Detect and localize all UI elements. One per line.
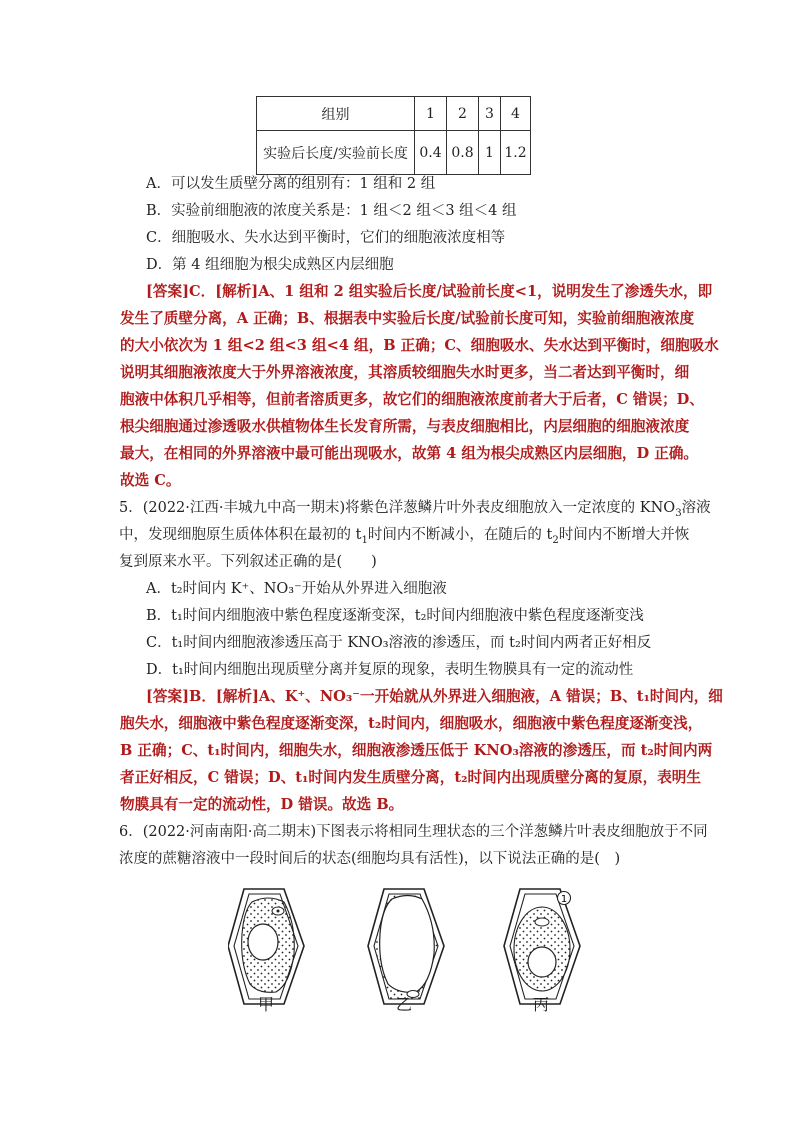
q4-answer-line: [答案]C．[解析]A、1 组和 2 组实验后长度/试验前长度<1，说明发生了渗透失水，即 [146, 283, 713, 300]
marker-label: 1 [560, 894, 568, 905]
q4-option-a: A．可以发生质壁分离的组别有：1 组和 2 组 [146, 176, 436, 192]
q5-stem-text: 中，发现细胞原生质体体积在最初的 t [119, 527, 362, 543]
q5-option-c: C．t₁时间内细胞液渗透压高于 KNO₃溶液的渗透压，而 t₂时间内两者正好相反 [146, 635, 652, 651]
table-cell: 1 [479, 131, 501, 175]
subscript: 2 [552, 534, 559, 546]
q5-stem-text: 时间内不断增大并恢 [558, 527, 690, 543]
cell-jia [228, 889, 304, 1004]
table-cell: 0.8 [447, 131, 479, 175]
cell-bing [504, 889, 580, 1004]
length-ratio-table [256, 96, 531, 175]
q4-answer-line: 最大，在相同的外界溶液中最可能出现吸水，故第 4 组为根尖成熟区内层细胞，D 正确。 [120, 445, 699, 462]
q5-option-a: A．t₂时间内 K⁺、NO₃⁻开始从外界进入细胞液 [146, 581, 447, 597]
figure-label-yi: 乙 [396, 995, 413, 1014]
q5-stem-text: 时间内不断减小，在随后的 t [367, 527, 553, 543]
table-cell: 1.2 [501, 131, 531, 175]
q4-option-b: B．实验前细胞液的浓度关系是：1 组＜2 组＜3 组＜4 组 [146, 203, 517, 219]
q4-answer-line: 发生了质壁分离，A 正确；B、根据表中实验后长度/试验前长度可知，实验前细胞液浓度 [120, 310, 695, 327]
q4-answer-line: 故选 C。 [120, 472, 181, 489]
table-cell: 2 [447, 97, 479, 131]
table-cell: 0.4 [415, 131, 447, 175]
q6-stem-line: 浓度的蔗糖溶液中一段时间后的状态(细胞均具有活性)，以下说法正确的是( ) [119, 851, 621, 867]
q5-option-d: D．t₁时间内细胞出现质壁分离并复原的现象，表明生物膜具有一定的流动性 [146, 662, 634, 678]
q5-option-b: B．t₁时间内细胞液中紫色程度逐渐变深，t₂时间内细胞液中紫色程度逐渐变浅 [146, 608, 644, 624]
q5-stem-text: 溶液 [681, 500, 711, 516]
q6-stem-line: 6．(2022·河南南阳·高二期末)下图表示将相同生理状态的三个洋葱鳞片叶表皮细胞放于不同 [119, 824, 708, 840]
q5-stem-text: 5．(2022·江西·丰城九中高一期末)将紫色洋葱鳞片叶外表皮细胞放入一定浓度的 KNO [119, 500, 676, 516]
q5-answer-line: B 正确；C、t₁时间内，细胞失水，细胞液渗透压低于 KNO₃溶液的渗透压，而 t₂时间内两 [120, 742, 713, 759]
q5-answer-line: 胞失水，细胞液中紫色程度逐渐变深，t₂时间内，细胞吸水，细胞液中紫色程度逐渐变浅， [120, 715, 703, 732]
subscript: 1 [361, 534, 368, 546]
figure-label-bing: 丙 [533, 995, 550, 1014]
q4-option-d: D．第 4 组细胞为根尖成熟区内层细胞 [146, 257, 394, 273]
table-header-row [257, 97, 531, 131]
q5-answer-line: 物膜具有一定的流动性，D 错误。故选 B。 [120, 796, 404, 813]
table-row [257, 131, 531, 175]
q5-stem-line: 复到原来水平。下列叙述正确的是( ) [119, 554, 377, 570]
q4-answer-line: 的大小依次为 1 组<2 组<3 组<4 组，B 正确；C、细胞吸水、失水达到平衡时，细胞吸水 [120, 337, 719, 354]
q4-answer-line: 根尖细胞通过渗透吸水供植物体生长发育所需，与表皮细胞相比，内层细胞的细胞液浓度 [120, 418, 690, 435]
table-cell: 3 [479, 97, 501, 131]
cell-figure [228, 884, 588, 1014]
q4-option-c: C．细胞吸水、失水达到平衡时，它们的细胞液浓度相等 [146, 230, 506, 246]
table-row-label: 实验后长度/实验前长度 [257, 131, 415, 175]
q4-answer-line: 胞液中体积几乎相等，但前者溶质更多，故它们的细胞液浓度前者大于后者，C 错误；D、 [120, 391, 704, 408]
q5-answer-line: 者正好相反，C 错误；D、t₁时间内发生质壁分离，t₂时间内出现质壁分离的复原，表明生 [120, 769, 701, 786]
q4-answer-line: 说明其细胞液浓度大于外界溶液浓度，其溶质较细胞失水时更多，当二者达到平衡时，细 [120, 364, 690, 381]
subscript: 3 [675, 507, 682, 519]
table-header-label: 组别 [257, 97, 415, 131]
q5-stem-line [119, 525, 689, 551]
q5-stem-line [119, 498, 711, 524]
cell-yi [368, 889, 444, 1004]
q5-answer-line: [答案]B．[解析]A、K⁺、NO₃⁻一开始就从外界进入细胞液，A 错误；B、t₁时间内，细 [146, 688, 723, 705]
table-cell: 1 [415, 97, 447, 131]
table-cell: 4 [501, 97, 531, 131]
figure-label-jia: 甲 [258, 995, 275, 1014]
